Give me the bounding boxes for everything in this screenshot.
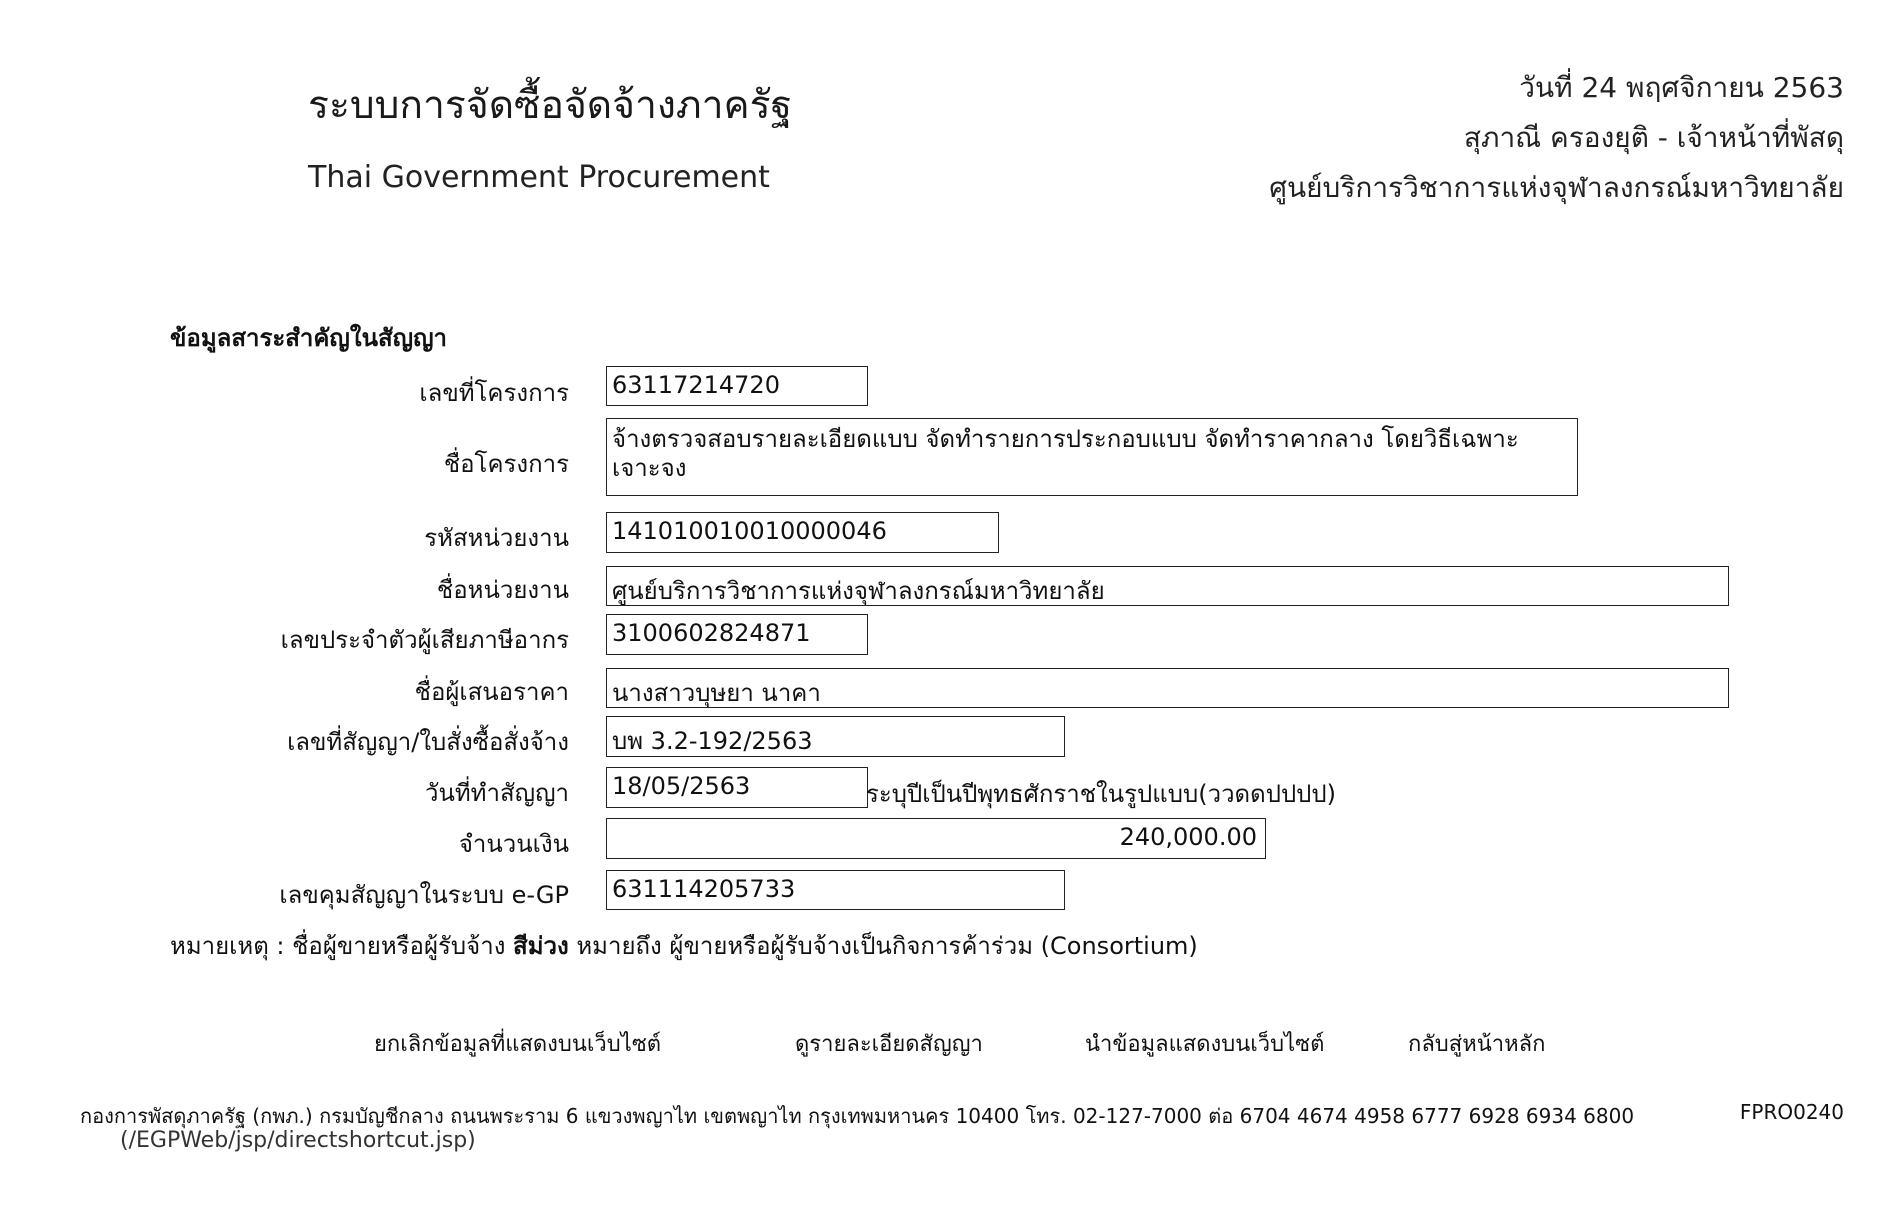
back-to-home-link[interactable]: กลับสู่หน้าหลัก bbox=[1408, 1032, 1546, 1057]
agency-name-label: ชื่อหน่วยงาน bbox=[436, 576, 569, 604]
agency-name-field[interactable]: ศูนย์บริการวิชาการแห่งจุฬาลงกรณ์มหาวิทยาลัย bbox=[606, 566, 1729, 606]
amount-field[interactable]: 240,000.00 bbox=[606, 818, 1266, 859]
contract-no-label: เลขที่สัญญา/ใบสั่งซื้อสั่งจ้าง bbox=[287, 728, 569, 756]
footer-page-path: (/EGPWeb/jsp/directshortcut.jsp) bbox=[120, 1128, 476, 1153]
project-name-field[interactable]: จ้างตรวจสอบรายละเอียดแบบ จัดทำรายการประกอบแบบ จัดทำราคากลาง โดยวิธีเฉพาะเจาะจง bbox=[606, 418, 1578, 496]
section-title: ข้อมูลสาระสำคัญในสัญญา bbox=[170, 324, 448, 352]
header-organization: ศูนย์บริการวิชาการแห่งจุฬาลงกรณ์มหาวิทยาลัย bbox=[1269, 171, 1844, 204]
cancel-website-data-link[interactable]: ยกเลิกข้อมูลที่แสดงบนเว็บไซต์ bbox=[374, 1032, 662, 1057]
contract-date-hint: ระบุปีเป็นปีพุทธศักราชในรูปแบบ(ววดดปปปป) bbox=[866, 780, 1337, 808]
egp-control-no-field[interactable]: 631114205733 bbox=[606, 870, 1065, 910]
footer-address: กองการพัสดุภาครัฐ (กพภ.) กรมบัญชีกลาง ถนนพระราม 6 แขวงพญาไท เขตพญาไท กรุงเทพมหานคร 10400 โทร. 02-127-7000 ต่อ 6704 4674 4958 6777 6928 6934 6800 bbox=[80, 1104, 1635, 1128]
header-user: สุภาณี ครองยุติ - เจ้าหน้าที่พัสดุ bbox=[1463, 121, 1844, 154]
publish-website-data-link[interactable]: นำข้อมูลแสดงบนเว็บไซต์ bbox=[1085, 1032, 1325, 1057]
consortium-note bbox=[170, 926, 1198, 965]
egp-control-no-label: เลขคุมสัญญาในระบบ e-GP bbox=[279, 881, 569, 909]
note-suffix: หมายถึง ผู้ขายหรือผู้รับจ้างเป็นกิจการค้าร่วม (Consortium) bbox=[568, 932, 1198, 960]
project-no-label: เลขที่โครงการ bbox=[419, 379, 569, 407]
agency-code-field[interactable]: 141010010010000046 bbox=[606, 512, 999, 553]
amount-label: จำนวนเงิน bbox=[458, 830, 569, 858]
note-highlight: สีม่วง bbox=[513, 932, 569, 960]
bidder-name-label: ชื่อผู้เสนอราคา bbox=[414, 678, 569, 706]
contract-date-label: วันที่ทำสัญญา bbox=[424, 779, 569, 807]
view-contract-detail-link[interactable]: ดูรายละเอียดสัญญา bbox=[795, 1032, 983, 1057]
tax-id-label: เลขประจำตัวผู้เสียภาษีอากร bbox=[280, 626, 569, 654]
project-no-field[interactable]: 63117214720 bbox=[606, 366, 868, 406]
footer-page-code: FPRO0240 bbox=[1739, 1100, 1844, 1124]
contract-no-field[interactable]: บพ 3.2-192/2563 bbox=[606, 716, 1065, 757]
header-date: วันที่ 24 พฤศจิกายน 2563 bbox=[1519, 71, 1844, 104]
system-title-english: Thai Government Procurement bbox=[308, 160, 770, 195]
system-title-thai: ระบบการจัดซื้อจัดจ้างภาครัฐ bbox=[308, 83, 793, 128]
contract-date-field[interactable]: 18/05/2563 bbox=[606, 767, 868, 808]
agency-code-label: รหัสหน่วยงาน bbox=[424, 524, 569, 552]
project-name-label: ชื่อโครงการ bbox=[443, 450, 569, 478]
bidder-name-field[interactable]: นางสาวบุษยา นาคา bbox=[606, 668, 1729, 708]
note-prefix: หมายเหตุ : ชื่อผู้ขายหรือผู้รับจ้าง bbox=[170, 932, 514, 960]
tax-id-field[interactable]: 3100602824871 bbox=[606, 614, 868, 655]
